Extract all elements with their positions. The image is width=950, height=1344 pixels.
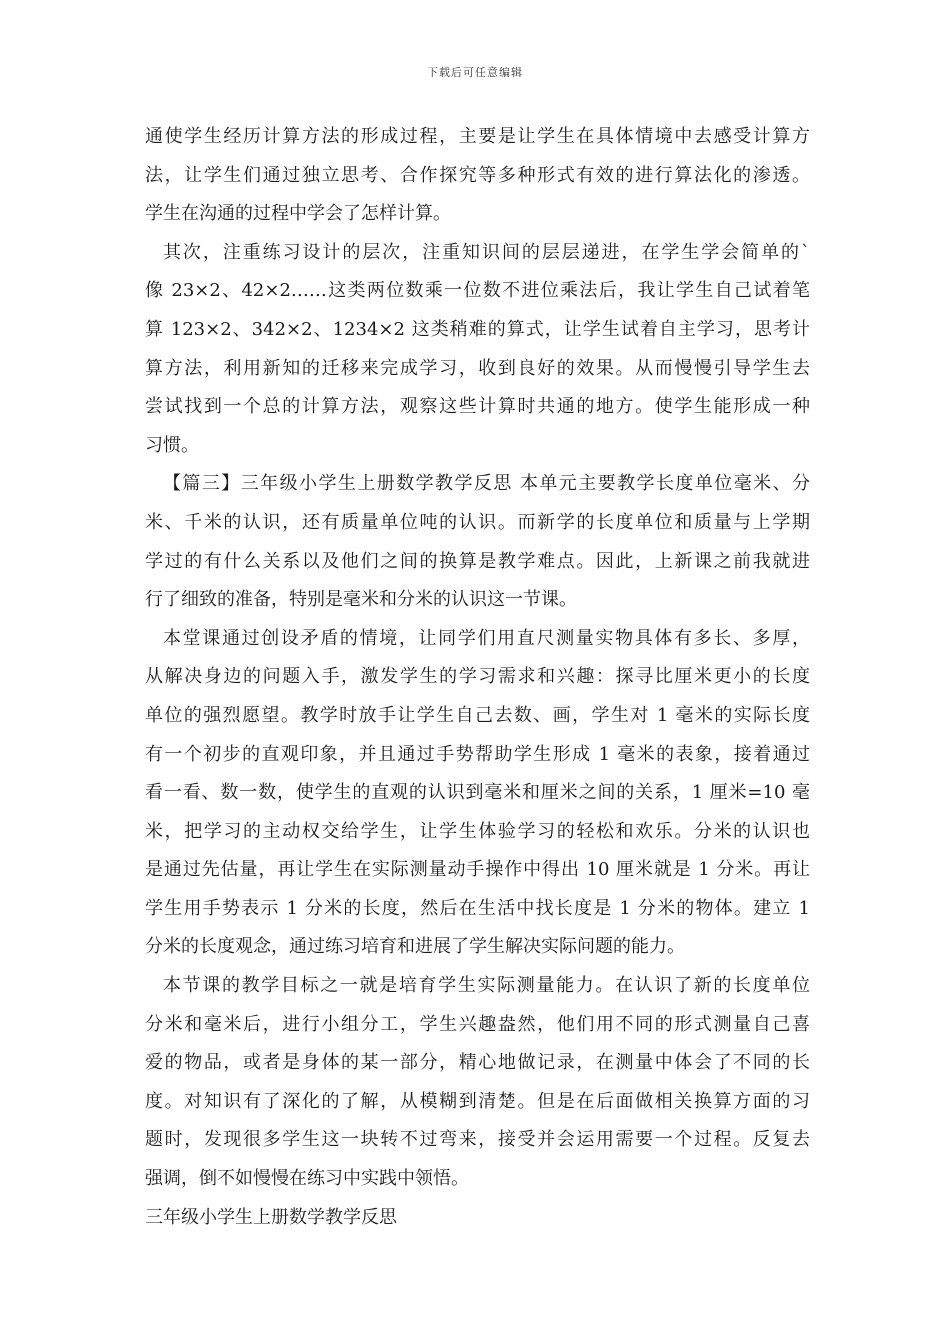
text-line: 本节课的教学目标之一就是培育学生实际测量能力。在认识了新的长度单位 bbox=[163, 975, 810, 997]
text-line: 行了细致的准备，特别是毫米和分米的认识这一节课。 bbox=[145, 589, 577, 611]
text-line: 米、千米的认识，还有质量单位吨的认识。而新学的长度单位和质量与上学期 bbox=[145, 511, 810, 533]
text-line: 学生在沟通的过程中学会了怎样计算。 bbox=[145, 203, 451, 225]
text-line: 习惯。 bbox=[145, 434, 199, 456]
text-line: 分米和毫米后，进行小组分工，学生兴趣盎然，他们用不同的形式测量自己喜 bbox=[145, 1013, 810, 1035]
text-line: 是通过先估量，再让学生在实际测量动手操作中得出 10 厘米就是 1 分米。再让 bbox=[145, 859, 810, 881]
text-line: 单位的强烈愿望。教学时放手让学生自己去数、画，学生对 1 毫米的实际长度 bbox=[145, 704, 810, 726]
text-line: 强调，倒不如慢慢在练习中实践中领悟。 bbox=[145, 1168, 469, 1190]
text-line: 【篇三】三年级小学生上册数学教学反思 本单元主要教学长度单位毫米、分 bbox=[163, 473, 810, 495]
document-body bbox=[145, 118, 810, 1237]
text-line: 有一个初步的直观印象，并且通过手势帮助学生形成 1 毫米的表象，接着通过 bbox=[145, 743, 810, 765]
text-line: 其次，注重练习设计的层次，注重知识间的层层递进，在学生学会简单的` bbox=[163, 241, 810, 263]
text-line: 题时，发现很多学生这一块转不过弯来，接受并会运用需要一个过程。反复去 bbox=[145, 1129, 810, 1151]
text-line: 爱的物品，或者是身体的某一部分，精心地做记录，在测量中体会了不同的长 bbox=[145, 1052, 810, 1074]
text-line: 米，把学习的主动权交给学生，让学生体验学习的轻松和欢乐。分米的认识也 bbox=[145, 820, 810, 842]
text-line: 三年级小学生上册数学教学反思 bbox=[145, 1206, 397, 1228]
text-line: 法，让学生们通过独立思考、合作探究等多种形式有效的进行算法化的渗透。 bbox=[145, 164, 810, 186]
text-line: 通使学生经历计算方法的形成过程，主要是让学生在具体情境中去感受计算方 bbox=[145, 126, 810, 147]
text-line: 分米的长度观念，通过练习培育和进展了学生解决实际问题的能力。 bbox=[145, 936, 685, 958]
text-line: 从解决身边的问题入手，激发学生的学习需求和兴趣：探寻比厘米更小的长度 bbox=[145, 666, 810, 688]
text-line: 尝试找到一个总的计算方法，观察这些计算时共通的地方。使学生能形成一种 bbox=[145, 396, 810, 418]
text-line: 度。对知识有了深化的了解，从模糊到清楚。但是在后面做相关换算方面的习 bbox=[145, 1090, 810, 1112]
text-line: 学过的有什么关系以及他们之间的换算是教学难点。因此，上新课之前我就进 bbox=[145, 550, 810, 572]
text-line: 像 23×2、42×2……这类两位数乘一位数不进位乘法后，我让学生自己试着笔 bbox=[145, 280, 810, 302]
page-header-note: 下载后可任意编辑 bbox=[427, 66, 523, 79]
text-line: 本堂课通过创设矛盾的情境，让同学们用直尺测量实物具体有多长、多厚， bbox=[163, 627, 810, 649]
text-line: 学生用手势表示 1 分米的长度，然后在生活中找长度是 1 分米的物体。建立 1 bbox=[145, 897, 810, 919]
text-line: 看一看、数一数，使学生的直观的认识到毫米和厘米之间的关系，1 厘米=10 毫 bbox=[145, 782, 810, 804]
text-line: 算方法，利用新知的迁移来完成学习，收到良好的效果。从而慢慢引导学生去 bbox=[145, 357, 810, 379]
text-line: 算 123×2、342×2、1234×2 这类稍难的算式，让学生试着自主学习，思考计 bbox=[145, 318, 810, 340]
